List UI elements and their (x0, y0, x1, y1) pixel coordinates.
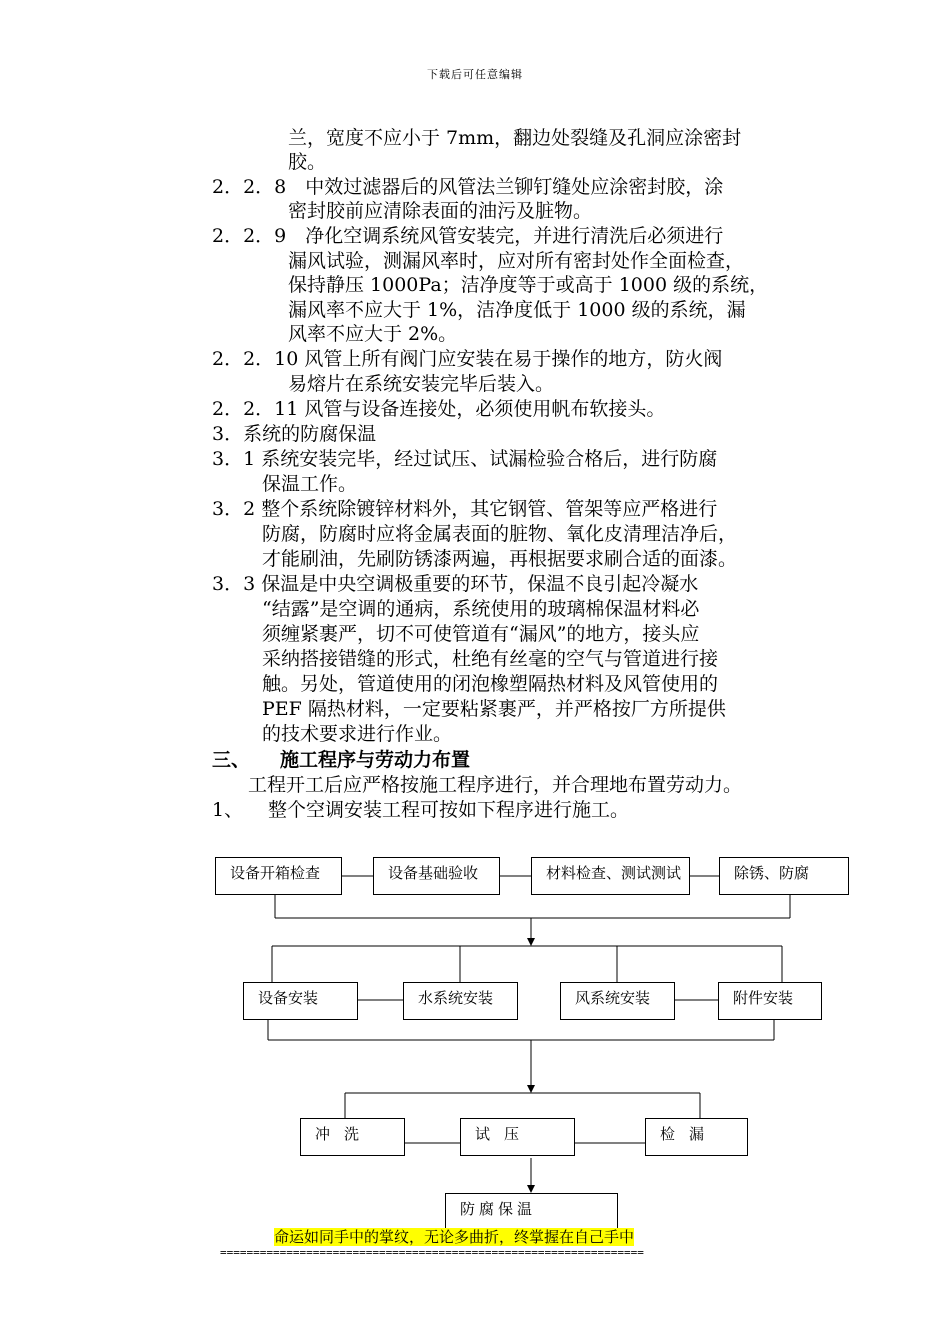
section-number: 三、 (212, 749, 251, 771)
text-line: 才能刷油，先刷防锈漆两遍，再根据要求刷合适的面漆。 (262, 548, 738, 570)
text-line: 2．2．8 中效过滤器后的风管法兰铆钉缝处应涂密封胶，涂 (212, 176, 724, 198)
text-line: 防腐，防腐时应将金属表面的脏物、氧化皮清理洁净后， (262, 523, 738, 545)
step-text: 整个空调安装工程可按如下程序进行施工。 (268, 799, 630, 821)
text-line: 胶。 (288, 151, 327, 173)
text-line: 采纳搭接错缝的形式，杜绝有丝毫的空气与管道进行接 (262, 648, 719, 670)
flow-box-material-test: 材料检查、测试测试 (531, 857, 690, 895)
text-line: 2．2．9 净化空调系统风管安装完，并进行清洗后必须进行 (212, 225, 724, 247)
text-line: 的技术要求进行作业。 (262, 723, 453, 745)
text-line: 保温工作。 (262, 473, 358, 495)
flow-box-pressure-test: 试压 (460, 1118, 575, 1156)
text-line: 3．系统的防腐保温 (212, 423, 377, 445)
flow-box-accessories: 附件安装 (718, 982, 822, 1020)
footer-rule: ================================================================ (220, 1246, 644, 1259)
text-line: 漏风试验，测漏风率时，应对所有密封处作全面检查， (288, 250, 745, 272)
text-line: 2．2．10 风管上所有阀门应安装在易于操作的地方，防火阀 (212, 348, 723, 370)
text-line: 触。另处，管道使用的闭泡橡塑隔热材料及风管使用的 (262, 673, 719, 695)
text-line: 兰，宽度不应小于 7mm，翻边处裂缝及孔洞应涂密封 (288, 127, 742, 149)
text-line: 密封胶前应清除表面的油污及脏物。 (288, 200, 593, 222)
header-note: 下载后可任意编辑 (427, 68, 523, 81)
flow-box-derust: 除锈、防腐 (719, 857, 849, 895)
text-line: 须缠紧裹严，切不可使管道有“漏风”的地方，接头应 (262, 623, 700, 645)
flow-box-equipment-install: 设备安装 (243, 982, 358, 1020)
text-line: PEF 隔热材料，一定要粘紧裹严，并严格按厂方所提供 (262, 698, 726, 720)
text-line: 3．3 保温是中央空调极重要的环节，保温不良引起冷凝水 (212, 573, 699, 595)
text-line: 易熔片在系统安装完毕后装入。 (288, 373, 555, 395)
text-line: 3．1 系统安装完毕，经过试压、试漏检验合格后，进行防腐 (212, 448, 718, 470)
intro-line: 工程开工后应严格按施工程序进行，并合理地布置劳动力。 (248, 774, 743, 796)
section-title: 施工程序与劳动力布置 (280, 749, 471, 771)
flow-box-anticorrosion: 防腐保温 (445, 1193, 618, 1229)
flow-box-air-system: 风系统安装 (560, 982, 675, 1020)
text-line: 保持静压 1000Pa；洁净度等于或高于 1000 级的系统， (288, 274, 769, 296)
text-line: 2．2．11 风管与设备连接处，必须使用帆布软接头。 (212, 398, 666, 420)
flow-box-unpack-check: 设备开箱检查 (215, 857, 342, 895)
footer-slogan: 命运如同手中的掌纹，无论多曲折，终掌握在自己手中 (274, 1228, 635, 1246)
flow-box-flush: 冲洗 (300, 1118, 405, 1156)
flow-box-water-system: 水系统安装 (403, 982, 518, 1020)
text-line: “结露”是空调的通病，系统使用的玻璃棉保温材料必 (262, 598, 700, 620)
text-line: 3．2 整个系统除镀锌材料外，其它钢管、管架等应严格进行 (212, 498, 718, 520)
text-line: 漏风率不应大于 1%，洁净度低于 1000 级的系统，漏 (288, 299, 746, 321)
flow-box-leak-check: 检漏 (645, 1118, 748, 1156)
text-line: 风率不应大于 2%。 (288, 323, 458, 345)
step-number: 1、 (212, 799, 244, 821)
flow-box-foundation-accept: 设备基础验收 (373, 857, 500, 895)
